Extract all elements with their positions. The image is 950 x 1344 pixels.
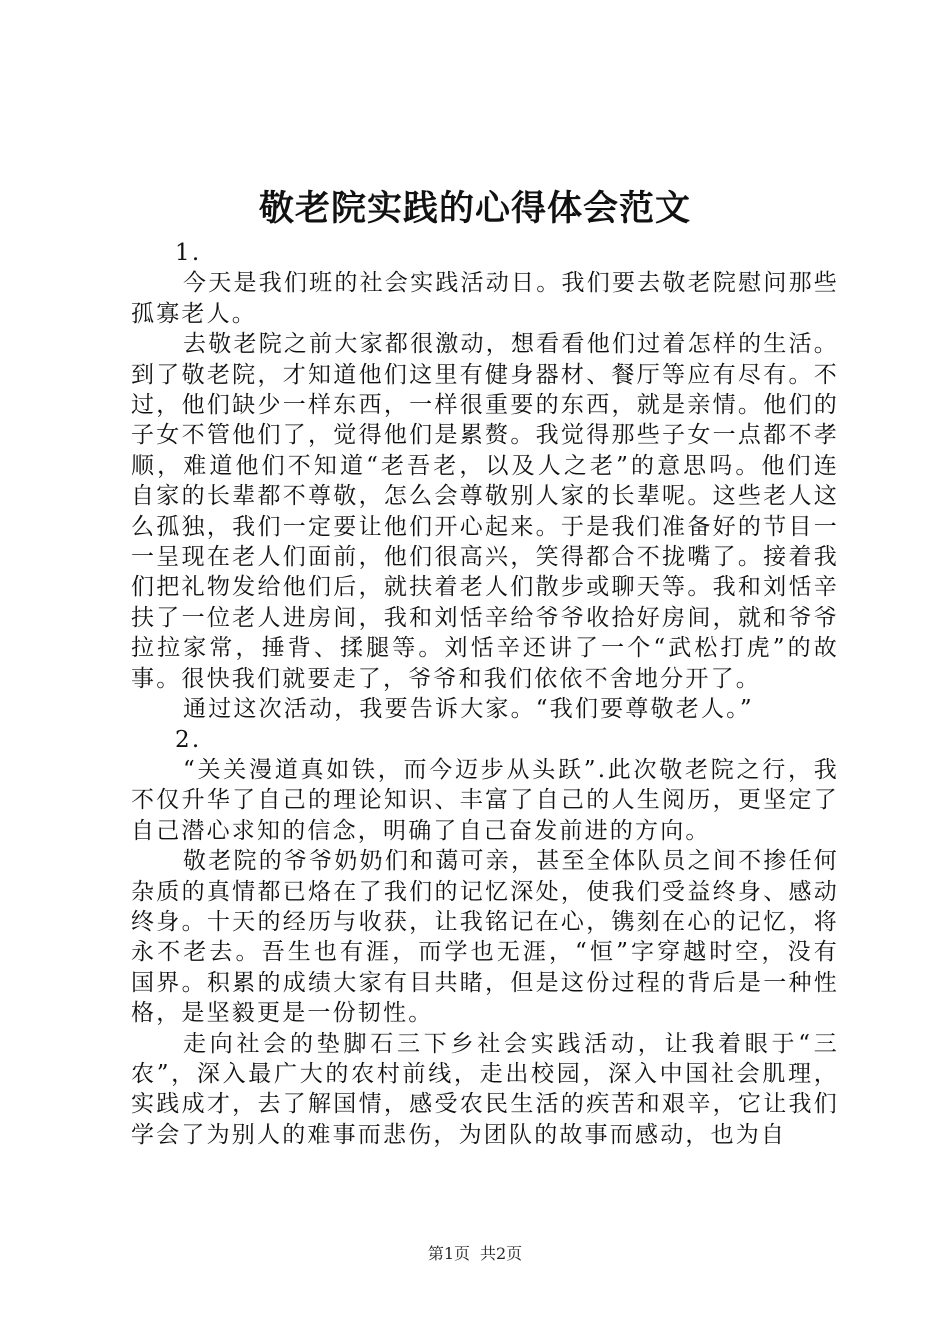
page-total: 共2页 (480, 1244, 523, 1263)
section-number: 2. (175, 726, 202, 753)
document-body (131, 238, 839, 1150)
section-number: 1. (175, 240, 202, 266)
paragraph: “关关漫道真如铁，而今迈步从头跃”.此次敬老院之行，我不仅升华了自己的理论知识、丰富了自己的人生阅历，更坚定了自己潜心求知的信念，明确了自己奋发前进的方向。 (131, 756, 839, 844)
paragraph: 去敬老院之前大家都很激动，想看看他们过着怎样的生活。到了敬老院，才知道他们这里有健身器材、餐厅等应有尽有。不过，他们缺少一样东西，一样很重要的东西，就是亲情。他们的子女不管他们了，觉得他们是累赘。我觉得那些子女一点都不孝顺，难道他们不知道“老吾老，以及人之老”的意思吗。他们连自家的长辈都不尊敬，怎么会尊敬别人家的长辈呢。这些老人这么孤独，我们一定要让他们开心起来。于是我们准备好的节目一一呈现在老人们面前，他们很高兴，笑得都合不拢嘴了。接着我们把礼物发给他们后，就扶着老人们散步或聊天等。我和刘恬辛扶了一位老人进房间，我和刘恬辛给爷爷收拾好房间，就和爷爷拉拉家常，捶背、揉腿等。刘恬辛还讲了一个“武松打虎”的故事。很快我们就要走了，爷爷和我们依依不舍地分开了。 (131, 331, 839, 692)
page-number: 第1页 (427, 1244, 470, 1263)
paragraph: 今天是我们班的社会实践活动日。我们要去敬老院慰问那些孤寡老人。 (131, 270, 839, 327)
document-title: 敬老院实践的心得体会范文 (258, 188, 691, 229)
paragraph: 走向社会的垫脚石三下乡社会实践活动，让我着眼于“三农”，深入最广大的农村前线，走出校园，深入中国社会肌理，实践成才，去了解国情，感受农民生活的疾苦和艰辛，它让我们学会了为别人的难事而悲伤，为团队的故事而感动，也为自 (131, 1030, 839, 1148)
page-footer (0, 1243, 950, 1265)
paragraph: 敬老院的爷爷奶奶们和蔼可亲，甚至全体队员之间不掺任何杂质的真情都已烙在了我们的记忆深处，使我们受益终身、感动终身。十天的经历与收获，让我铭记在心，镌刻在心的记忆，将永不老去。吾生也有涯，而学也无涯，“恒”字穿越时空，没有国界。积累的成绩大家有目共睹，但是这份过程的背后是一种性格，是坚毅更是一份韧性。 (131, 848, 839, 1027)
paragraph: 通过这次活动，我要告诉大家。“我们要尊敬老人。” (183, 696, 754, 723)
